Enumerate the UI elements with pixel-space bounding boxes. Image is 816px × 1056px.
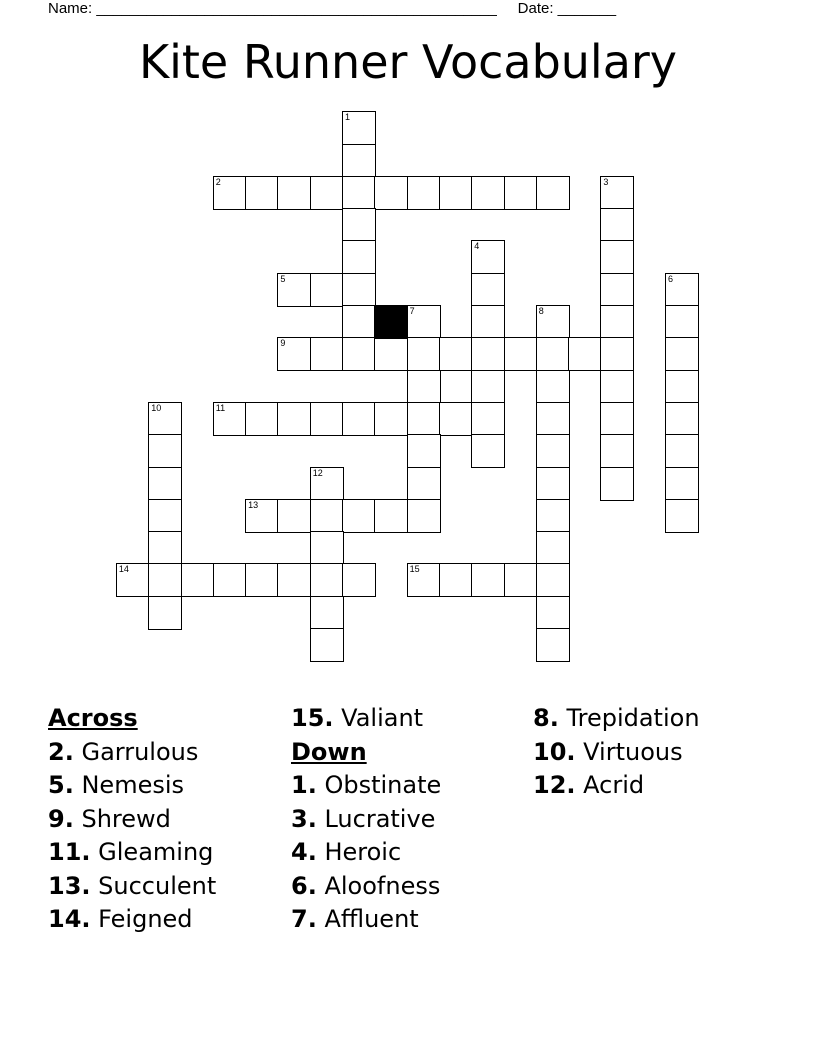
- grid-cell[interactable]: [342, 337, 376, 371]
- grid-cell[interactable]: [600, 273, 634, 307]
- grid-cell[interactable]: [536, 563, 570, 597]
- grid-cell[interactable]: [439, 402, 473, 436]
- clue-number-label: 12.: [533, 771, 576, 799]
- grid-cell[interactable]: [536, 628, 570, 662]
- grid-cell[interactable]: [600, 434, 634, 468]
- across-heading: Across: [48, 704, 138, 732]
- clue-number-label: 7.: [291, 905, 317, 933]
- clue-item: [291, 702, 441, 736]
- clue-item: [291, 803, 441, 837]
- grid-cell[interactable]: [600, 305, 634, 339]
- grid-cell[interactable]: [471, 434, 505, 468]
- clue-item: [48, 903, 216, 937]
- clue-text: Acrid: [583, 771, 645, 799]
- grid-cell[interactable]: [600, 402, 634, 436]
- grid-cell[interactable]: [536, 531, 570, 565]
- grid-cell[interactable]: [407, 337, 441, 371]
- clue-item: [291, 870, 441, 904]
- clue-number: 1: [345, 112, 351, 123]
- grid-cell[interactable]: [504, 176, 538, 210]
- grid-cell[interactable]: [536, 402, 570, 436]
- clue-number: 3: [603, 176, 609, 187]
- grid-cell[interactable]: [310, 402, 344, 436]
- grid-cell[interactable]: [148, 596, 182, 630]
- grid-cell[interactable]: [310, 531, 344, 565]
- grid-cell[interactable]: [407, 499, 441, 533]
- clue-number: 13: [248, 499, 259, 510]
- grid-cell[interactable]: [342, 240, 376, 274]
- grid-cell[interactable]: [536, 596, 570, 630]
- grid-cell[interactable]: [245, 563, 279, 597]
- grid-cell[interactable]: [536, 337, 570, 371]
- grid-cell[interactable]: [407, 305, 441, 339]
- grid-cell[interactable]: [342, 176, 376, 210]
- grid-cell[interactable]: [310, 563, 344, 597]
- grid-cell[interactable]: [374, 176, 408, 210]
- grid-cell[interactable]: [600, 370, 634, 404]
- date-label: Date:: [517, 0, 554, 17]
- clues-column-2: [291, 702, 441, 937]
- clue-number-label: 10.: [533, 737, 576, 766]
- clue-number: 4: [474, 241, 480, 252]
- clues-column-1: [48, 702, 216, 937]
- grid-cell[interactable]: [245, 402, 279, 436]
- clue-number-label: 11.: [48, 838, 91, 866]
- grid-cell[interactable]: [277, 273, 311, 307]
- grid-cell[interactable]: [213, 563, 247, 597]
- clue-item: [48, 870, 216, 904]
- date-blank[interactable]: _______: [557, 0, 617, 17]
- clue-number: 12: [312, 467, 323, 478]
- grid-cell[interactable]: [277, 337, 311, 371]
- header-fields: [48, 0, 616, 18]
- grid-cell[interactable]: [342, 144, 376, 178]
- clue-number-label: 15.: [291, 704, 334, 732]
- clue-text: Feigned: [98, 905, 193, 933]
- clue-text: Shrewd: [81, 804, 171, 833]
- grid-cell[interactable]: [504, 563, 538, 597]
- grid-cell[interactable]: [471, 370, 505, 404]
- grid-cell[interactable]: [600, 337, 634, 371]
- grid-cell[interactable]: [310, 596, 344, 630]
- grid-cell[interactable]: [407, 467, 441, 501]
- clue-item: [48, 836, 216, 870]
- clue-text: Aloofness: [324, 871, 441, 900]
- clue-number-label: 3.: [291, 804, 317, 833]
- clue-number-label: 2.: [48, 737, 74, 766]
- clue-text: Garrulous: [81, 737, 199, 766]
- clue-item: [533, 736, 700, 770]
- clue-number: 15: [409, 564, 420, 575]
- clue-text: Affluent: [324, 905, 419, 933]
- clue-text: Gleaming: [98, 838, 214, 866]
- grid-cell[interactable]: [245, 176, 279, 210]
- clue-number: 8: [538, 306, 544, 316]
- grid-cell[interactable]: [600, 467, 634, 501]
- grid-cell[interactable]: [407, 563, 441, 597]
- clue-number: 6: [668, 273, 674, 284]
- clue-number-label: 14.: [48, 905, 91, 933]
- grid-cell[interactable]: [116, 563, 150, 597]
- clue-text: Trepidation: [566, 704, 700, 732]
- grid-cell[interactable]: [213, 176, 247, 210]
- grid-cell[interactable]: [665, 337, 699, 371]
- grid-cell[interactable]: [665, 370, 699, 404]
- grid-cell[interactable]: [471, 402, 505, 436]
- name-blank[interactable]: ________________________________________________: [96, 0, 497, 17]
- clue-number-label: 1.: [291, 771, 317, 799]
- grid-cell[interactable]: [181, 563, 215, 597]
- grid-cell[interactable]: [374, 337, 408, 371]
- grid-cell[interactable]: [310, 273, 344, 307]
- clue-text: Obstinate: [324, 771, 442, 799]
- grid-cell[interactable]: [665, 467, 699, 501]
- grid-cell[interactable]: [342, 111, 376, 145]
- grid-cell[interactable]: [439, 176, 473, 210]
- clue-number-label: 4.: [291, 838, 317, 866]
- grid-cell[interactable]: [471, 240, 505, 274]
- clue-text: Valiant: [341, 704, 424, 732]
- grid-cell[interactable]: [148, 434, 182, 468]
- grid-cell[interactable]: [536, 434, 570, 468]
- grid-cell[interactable]: [342, 563, 376, 597]
- grid-cell[interactable]: [148, 467, 182, 501]
- grid-cell[interactable]: [148, 402, 182, 436]
- grid-cell[interactable]: [310, 176, 344, 210]
- down-heading: Down: [291, 737, 367, 766]
- grid-cell[interactable]: [213, 402, 247, 436]
- grid-cell[interactable]: [536, 305, 570, 339]
- grid-cell[interactable]: [342, 402, 376, 436]
- grid-cell[interactable]: [665, 273, 699, 307]
- clue-text: Heroic: [324, 838, 402, 866]
- clue-item: [48, 769, 216, 803]
- grid-cell[interactable]: [471, 273, 505, 307]
- clue-item: [291, 769, 441, 803]
- black-square: [374, 305, 408, 339]
- grid-cell[interactable]: [568, 337, 602, 371]
- clue-text: Succulent: [98, 871, 217, 900]
- grid-cell[interactable]: [471, 337, 505, 371]
- grid-cell[interactable]: [536, 499, 570, 533]
- clue-text: Lucrative: [324, 804, 436, 833]
- grid-cell[interactable]: [148, 563, 182, 597]
- grid-cell[interactable]: [600, 240, 634, 274]
- grid-cell[interactable]: [148, 499, 182, 533]
- grid-cell[interactable]: [342, 305, 376, 339]
- clue-number: 9: [280, 338, 286, 349]
- grid-cell[interactable]: [407, 370, 441, 404]
- clue-item: [48, 736, 216, 770]
- grid-cell[interactable]: [600, 208, 634, 242]
- page-title: Kite Runner Vocabulary: [138, 35, 678, 89]
- grid-cell[interactable]: [277, 499, 311, 533]
- grid-cell[interactable]: [536, 370, 570, 404]
- clue-number: 7: [409, 306, 415, 316]
- grid-cell[interactable]: [407, 434, 441, 468]
- clue-number: 11: [215, 402, 226, 413]
- clue-item: [533, 702, 700, 736]
- grid-cell[interactable]: [374, 499, 408, 533]
- clue-text: Nemesis: [81, 771, 185, 799]
- grid-cell[interactable]: [310, 628, 344, 662]
- clue-item: [291, 903, 441, 937]
- grid-cell[interactable]: [374, 402, 408, 436]
- grid-cell[interactable]: [310, 467, 344, 501]
- name-label: Name:: [48, 0, 93, 17]
- grid-cell[interactable]: [277, 402, 311, 436]
- clue-number: 10: [151, 402, 162, 413]
- clue-item: [48, 803, 216, 837]
- grid-cell[interactable]: [439, 563, 473, 597]
- grid-cell[interactable]: [665, 402, 699, 436]
- grid-cell[interactable]: [439, 337, 473, 371]
- grid-cell[interactable]: [342, 208, 376, 242]
- clue-number: 2: [215, 176, 221, 187]
- grid-cell[interactable]: [245, 499, 279, 533]
- clue-number-label: 8.: [533, 704, 559, 732]
- clue-number-label: 6.: [291, 871, 317, 900]
- clue-number-label: 9.: [48, 804, 74, 833]
- grid-cell[interactable]: [471, 176, 505, 210]
- clue-text: Virtuous: [583, 737, 683, 766]
- clue-number: 14: [118, 564, 129, 575]
- grid-cell[interactable]: [407, 402, 441, 436]
- grid-cell[interactable]: [277, 176, 311, 210]
- clue-number: 5: [280, 273, 286, 284]
- grid-cell[interactable]: [342, 499, 376, 533]
- grid-cell[interactable]: [665, 305, 699, 339]
- grid-cell[interactable]: [665, 434, 699, 468]
- grid-cell[interactable]: [536, 176, 570, 210]
- clue-item: [291, 836, 441, 870]
- clues-column-3: [533, 702, 700, 803]
- grid-cell[interactable]: [310, 337, 344, 371]
- grid-cell[interactable]: [277, 563, 311, 597]
- clue-number-label: 5.: [48, 771, 74, 799]
- grid-cell[interactable]: [310, 499, 344, 533]
- grid-cell[interactable]: [342, 273, 376, 307]
- clue-item: [533, 769, 700, 803]
- grid-cell[interactable]: [471, 563, 505, 597]
- grid-cell[interactable]: [665, 499, 699, 533]
- grid-cell[interactable]: [471, 305, 505, 339]
- clue-number-label: 13.: [48, 871, 91, 900]
- grid-cell[interactable]: [600, 176, 634, 210]
- grid-cell[interactable]: [148, 531, 182, 565]
- grid-cell[interactable]: [504, 337, 538, 371]
- grid-cell[interactable]: [407, 176, 441, 210]
- grid-cell[interactable]: [536, 467, 570, 501]
